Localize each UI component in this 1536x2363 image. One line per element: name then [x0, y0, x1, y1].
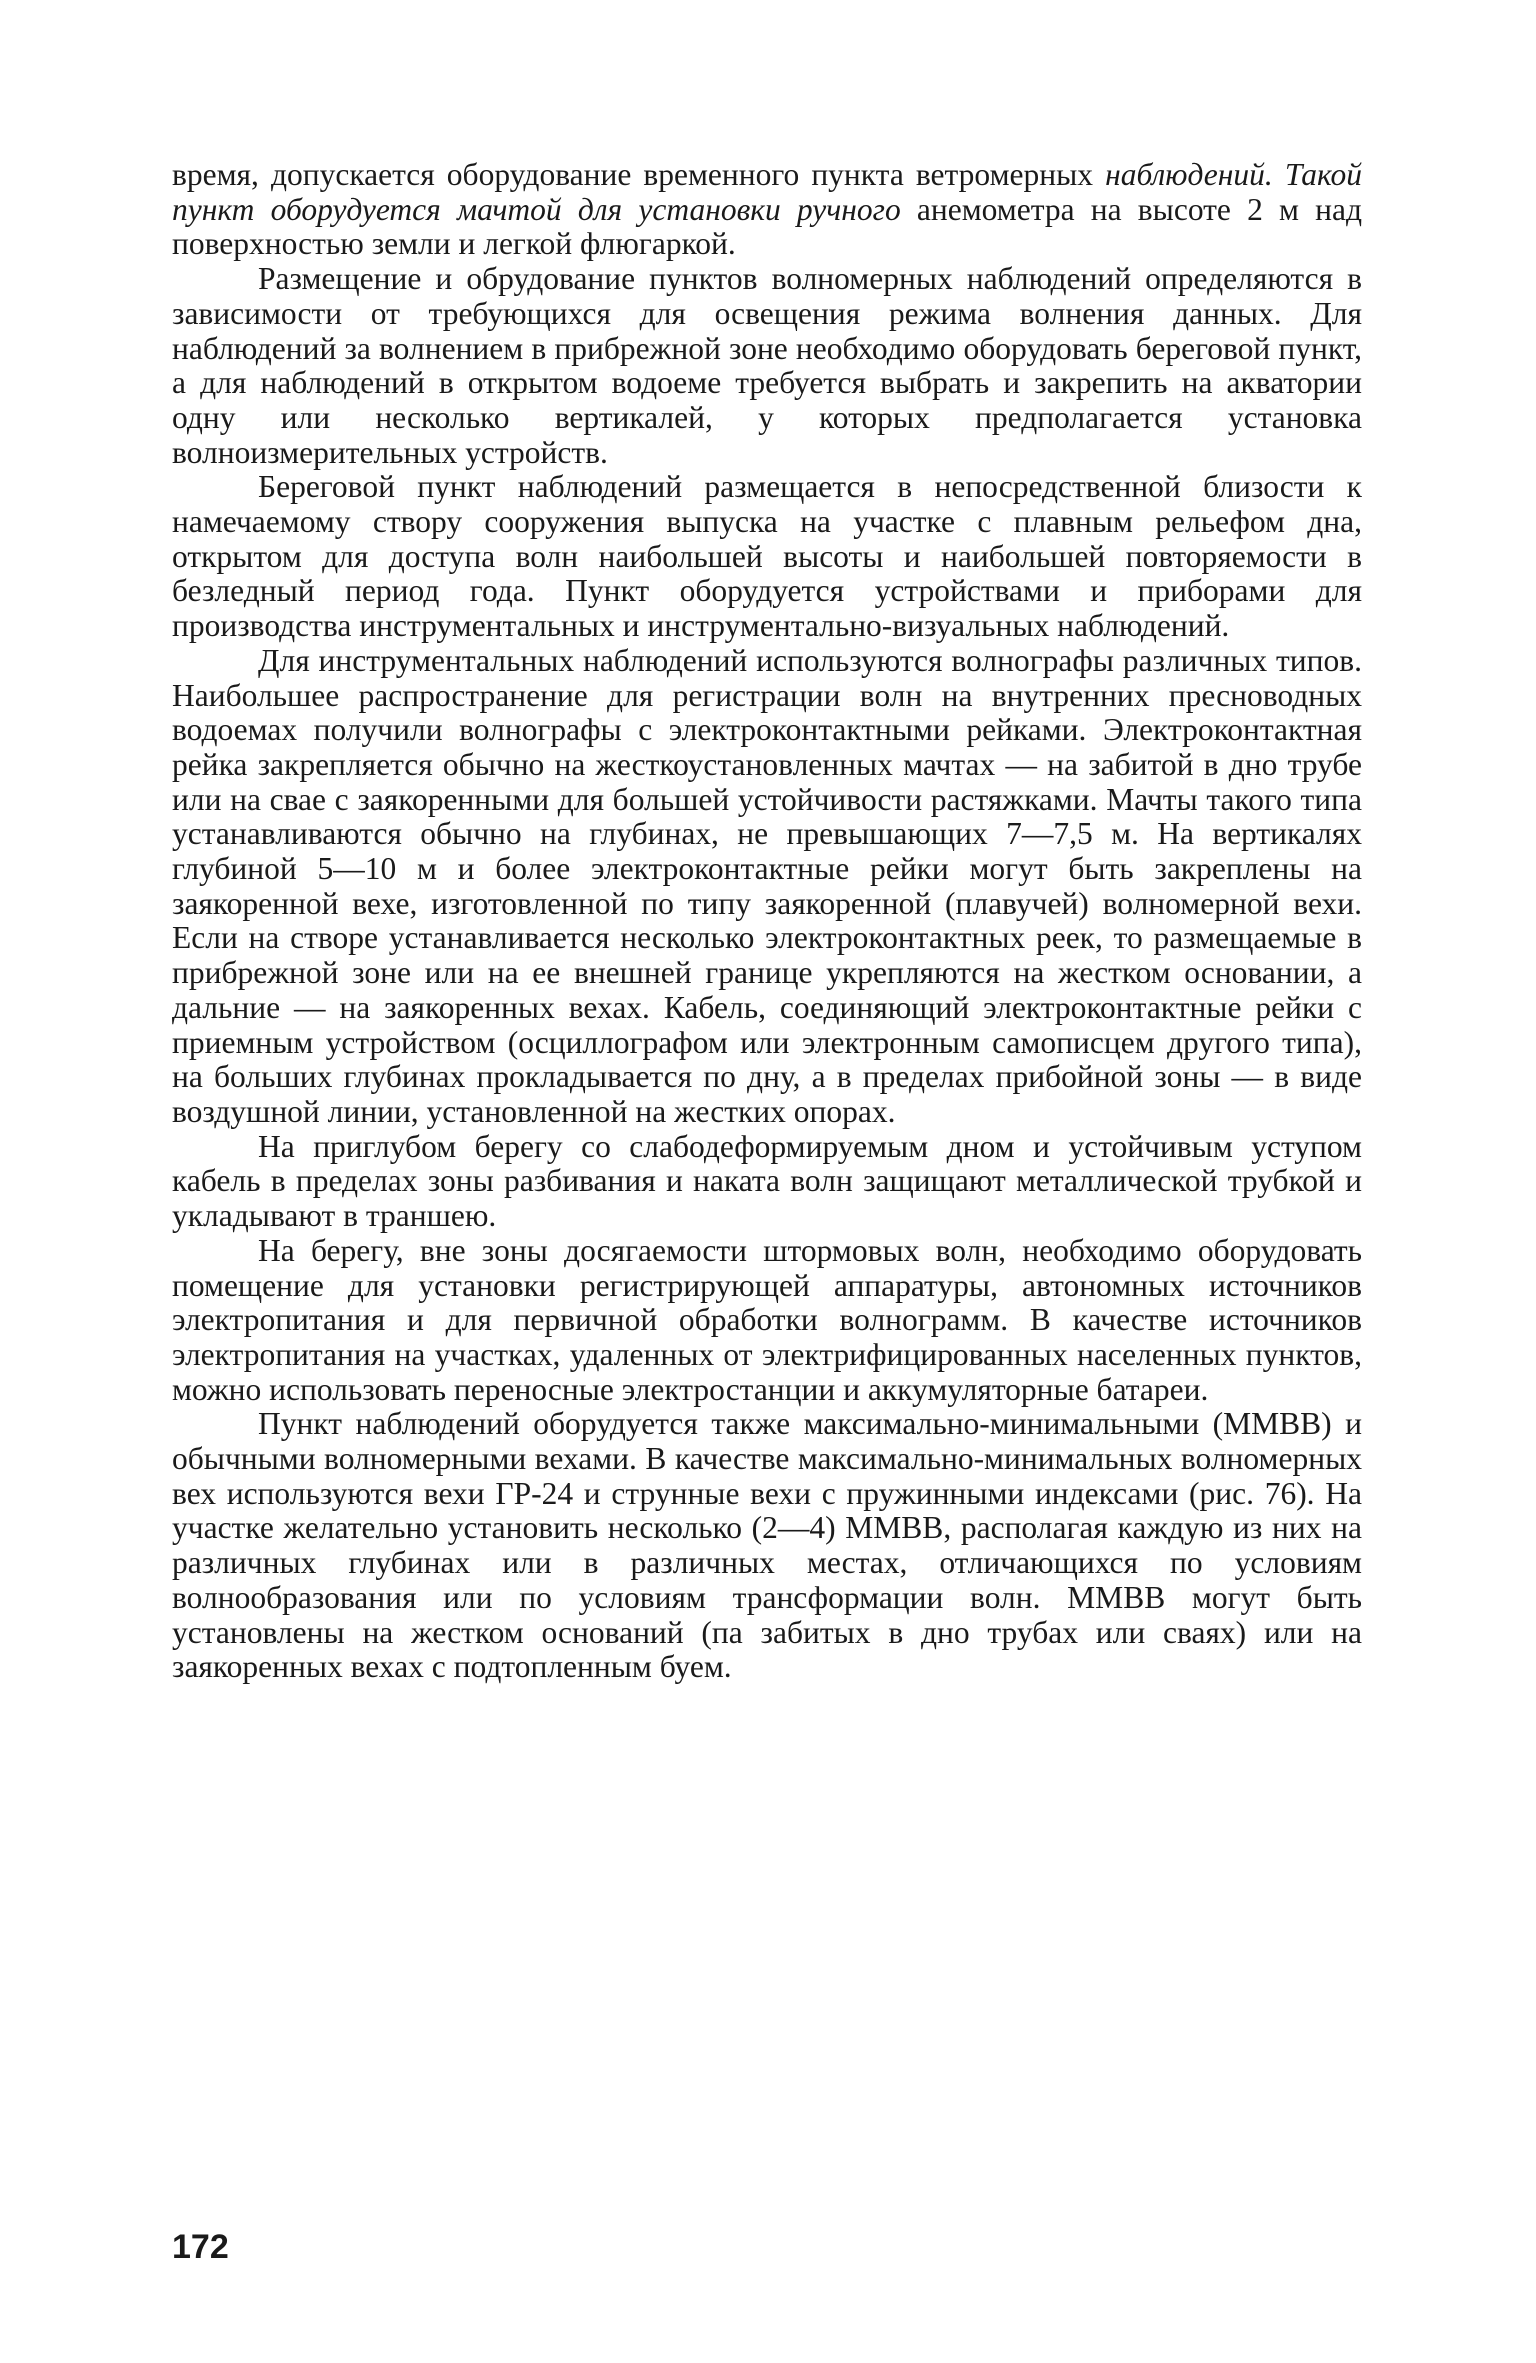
italic-text-run: наблюдений. Такой пункт оборудуется мачтой для установки ручного: [172, 157, 1362, 227]
paragraph: [172, 158, 1362, 262]
paragraph: Пункт наблюдений оборудуется также максимально-минимальными (ММВВ) и обычными волномерными вехами. В качестве максимально-минимальных волномерных вех используются вехи ГР-24 и струнные вехи с пружинными индексами (рис. 76). На участке желательно установить несколько (2—4) ММВВ, располагая каждую из них на различных глубинах или в различных местах, отличающихся по условиям волнообразования или по условиям трансформации волн. ММВВ могут быть установлены на жестком оснований (па забитых в дно трубах или сваях) или на заякоренных вехах с подтопленным буем.: [172, 1406, 1362, 1685]
page-body: [172, 158, 1362, 1685]
paragraph: Береговой пункт наблюдений размещается в непосредственной близости к намечаемому створу сооружения выпуска на участке с плавным рельефом дна, открытом для доступа волн наибольшей высоты и наибольшей повторяемости в безледный период года. Пункт оборудуется устройствами и приборами для производства инструментальных и инструментально-визуальных наблюдений.: [172, 469, 1362, 644]
paragraph: На берегу, вне зоны досягаемости штормовых волн, необходимо оборудовать помещение для установки регистрирующей аппаратуры, автономных источников электропитания и для первичной обработки волнограмм. В качестве источников электропитания на участках, удаленных от электрифицированных населенных пунктов, можно использовать переносные электростанции и аккумуляторные батареи.: [172, 1232, 1362, 1407]
text-run: время, допускается оборудование временного пункта ветромерных: [172, 157, 1106, 192]
page-number: 172: [172, 2228, 229, 2266]
paragraph: Для инструментальных наблюдений используются волнографы различных типов. Наибольшее распространение для регистрации волн на внутренних пресноводных водоемах получили волнографы с электроконтактными рейками. Электроконтактная рейка закрепляется обычно на жесткоустановленных мачтах — на забитой в дно трубе или на свае с заякоренными для большей устойчивости растяжками. Мачты такого типа устанавливаются обычно на глубинах, не превышающих 7—7,5 м. На вертикалях глубиной 5—10 м и более электроконтактные рейки могут быть закреплены на заякоренной вехе, изготовленной по типу заякоренной (плавучей) волномерной вехи. Если на створе устанавливается несколько электроконтактных реек, то размещаемые в прибрежной зоне или на ее внешней границе укрепляются на жестком основании, а дальние — на заякоренных вехах. Кабель, соединяющий электроконтактные рейки с приемным устройством (осциллографом или электронным самописцем другого типа), на больших глубинах прокладывается по дну, а в пределах прибойной зоны — в виде воздушной линии, установленной на жестких опорах.: [172, 642, 1362, 1129]
text-run: анемометра на высоте 2 м над поверхностью земли и легкой флюгаркой.: [172, 191, 1362, 262]
paragraph: Размещение и обрудование пунктов волномерных наблюдений определяются в зависимости от требующихся для освещения режима волнения данных. Для наблюдений за волнением в прибрежной зоне необходимо оборудовать береговой пункт, а для наблюдений в открытом водоеме требуется выбрать и закрепить на акватории одну или несколько вертикалей, у которых предполагается установка волноизмерительных устройств.: [172, 261, 1362, 470]
paragraph: На приглубом берегу со слабодеформируемым дном и устойчивым уступом кабель в пределах зоны разбивания и наката волн защищают металлической трубкой и укладывают в траншею.: [172, 1128, 1362, 1234]
